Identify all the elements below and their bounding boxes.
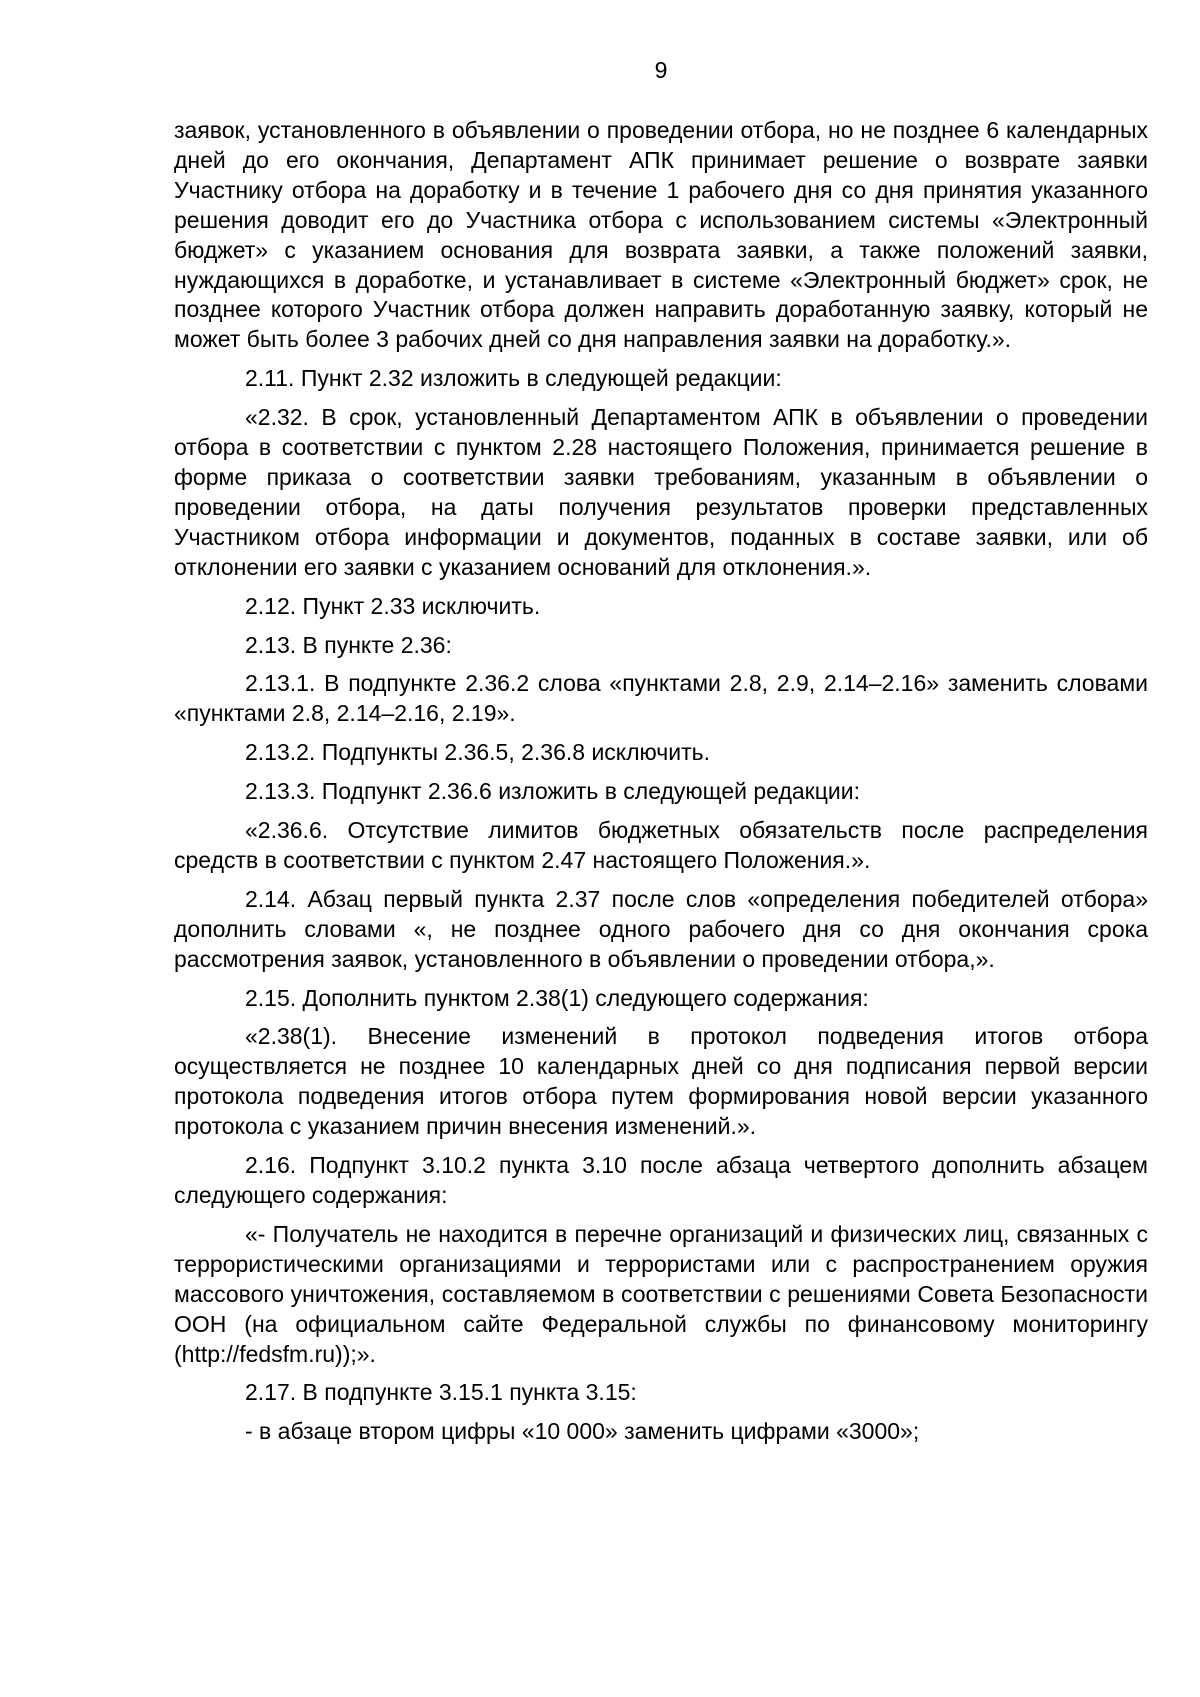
paragraph-2-16: 2.16. Подпункт 3.10.2 пункта 3.10 после абзаца четвертого дополнить абзацем следующего содержания:	[174, 1152, 1148, 1208]
paragraph-2-36-6-text: «2.36.6. Отсутствие лимитов бюджетных обязательств после распределения средств в соответствии с пунктом 2.47 настоящего Положения.».	[174, 817, 1148, 873]
paragraph-2-12: 2.12. Пункт 2.33 исключить.	[245, 592, 541, 619]
paragraph-2-16-inserted-text: «- Получатель не находится в перечне организаций и физических лиц, связанных с террористическими организациями и террористами или с распространением оружия массового уничтожения, составляемом в соответствии с решениями Совета Безопасности ООН (на официальном сайте Федеральной службы по финансовому мониторингу (http://fedsfm.ru));».	[174, 1220, 1148, 1367]
paragraph-2-15: 2.15. Дополнить пунктом 2.38(1) следующего содержания:	[245, 984, 869, 1011]
page-number: 9	[654, 57, 668, 83]
paragraph-2-13-2: 2.13.2. Подпункты 2.36.5, 2.36.8 исключить.	[245, 739, 711, 766]
paragraph-continuation: заявок, установленного в объявлении о проведении отбора, но не позднее 6 календарных дней до его окончания, Департамент АПК принимает решение о возврате заявки Участнику отбора на доработку и в течение 1 рабочего дня со дня принятия указанного решения доводит его до Участника отбора с использованием системы «Электронный бюджет» с указанием основания для возврата заявки, а также положений заявки, нуждающихся в доработке, и устанавливает в системе «Электронный бюджет» срок, не позднее которого Участник отбора должен направить доработанную заявку, который не может быть более 3 рабочих дней со дня направления заявки на доработку.».	[174, 117, 1148, 353]
paragraph-2-11: 2.11. Пункт 2.32 изложить в следующей редакции:	[245, 365, 782, 392]
paragraph-2-17-item: - в абзаце втором цифры «10 000» заменить цифрами «3000»;	[245, 1418, 920, 1445]
paragraph-2-13: 2.13. В пункте 2.36:	[245, 631, 452, 658]
paragraph-2-32-text: «2.32. В срок, установленный Департаментом АПК в объявлении о проведении отбора в соответствии с пунктом 2.28 настоящего Положения, принимается решение в форме приказа о соответствии заявки требованиям, указанным в объявлении о проведении отбора, на даты получения результатов проверки представленных Участником отбора информации и документов, поданных в составе заявки, или об отклонении его заявки с указанием оснований для отклонения.».	[174, 404, 1148, 580]
document-page	[174, 54, 1148, 1447]
paragraph-2-13-3: 2.13.3. Подпункт 2.36.6 изложить в следующей редакции:	[245, 778, 860, 805]
paragraph-2-14: 2.14. Абзац первый пункта 2.37 после слов «определения победителей отбора» дополнить словами «, не позднее одного рабочего дня со дня окончания срока рассмотрения заявок, установленного в объявлении о проведении отбора,».	[174, 885, 1148, 972]
paragraph-2-17: 2.17. В подпункте 3.15.1 пункта 3.15:	[245, 1379, 637, 1406]
paragraph-2-38-1-text: «2.38(1). Внесение изменений в протокол подведения итогов отбора осуществляется не позднее 10 календарных дней со дня подписания первой версии протокола подведения итогов отбора путем формирования новой версии указанного протокола с указанием причин внесения изменений.».	[174, 1023, 1148, 1140]
paragraph-2-13-1: 2.13.1. В подпункте 2.36.2 слова «пунктами 2.8, 2.9, 2.14–2.16» заменить словами «пунктами 2.8, 2.14–2.16, 2.19».	[174, 670, 1148, 727]
